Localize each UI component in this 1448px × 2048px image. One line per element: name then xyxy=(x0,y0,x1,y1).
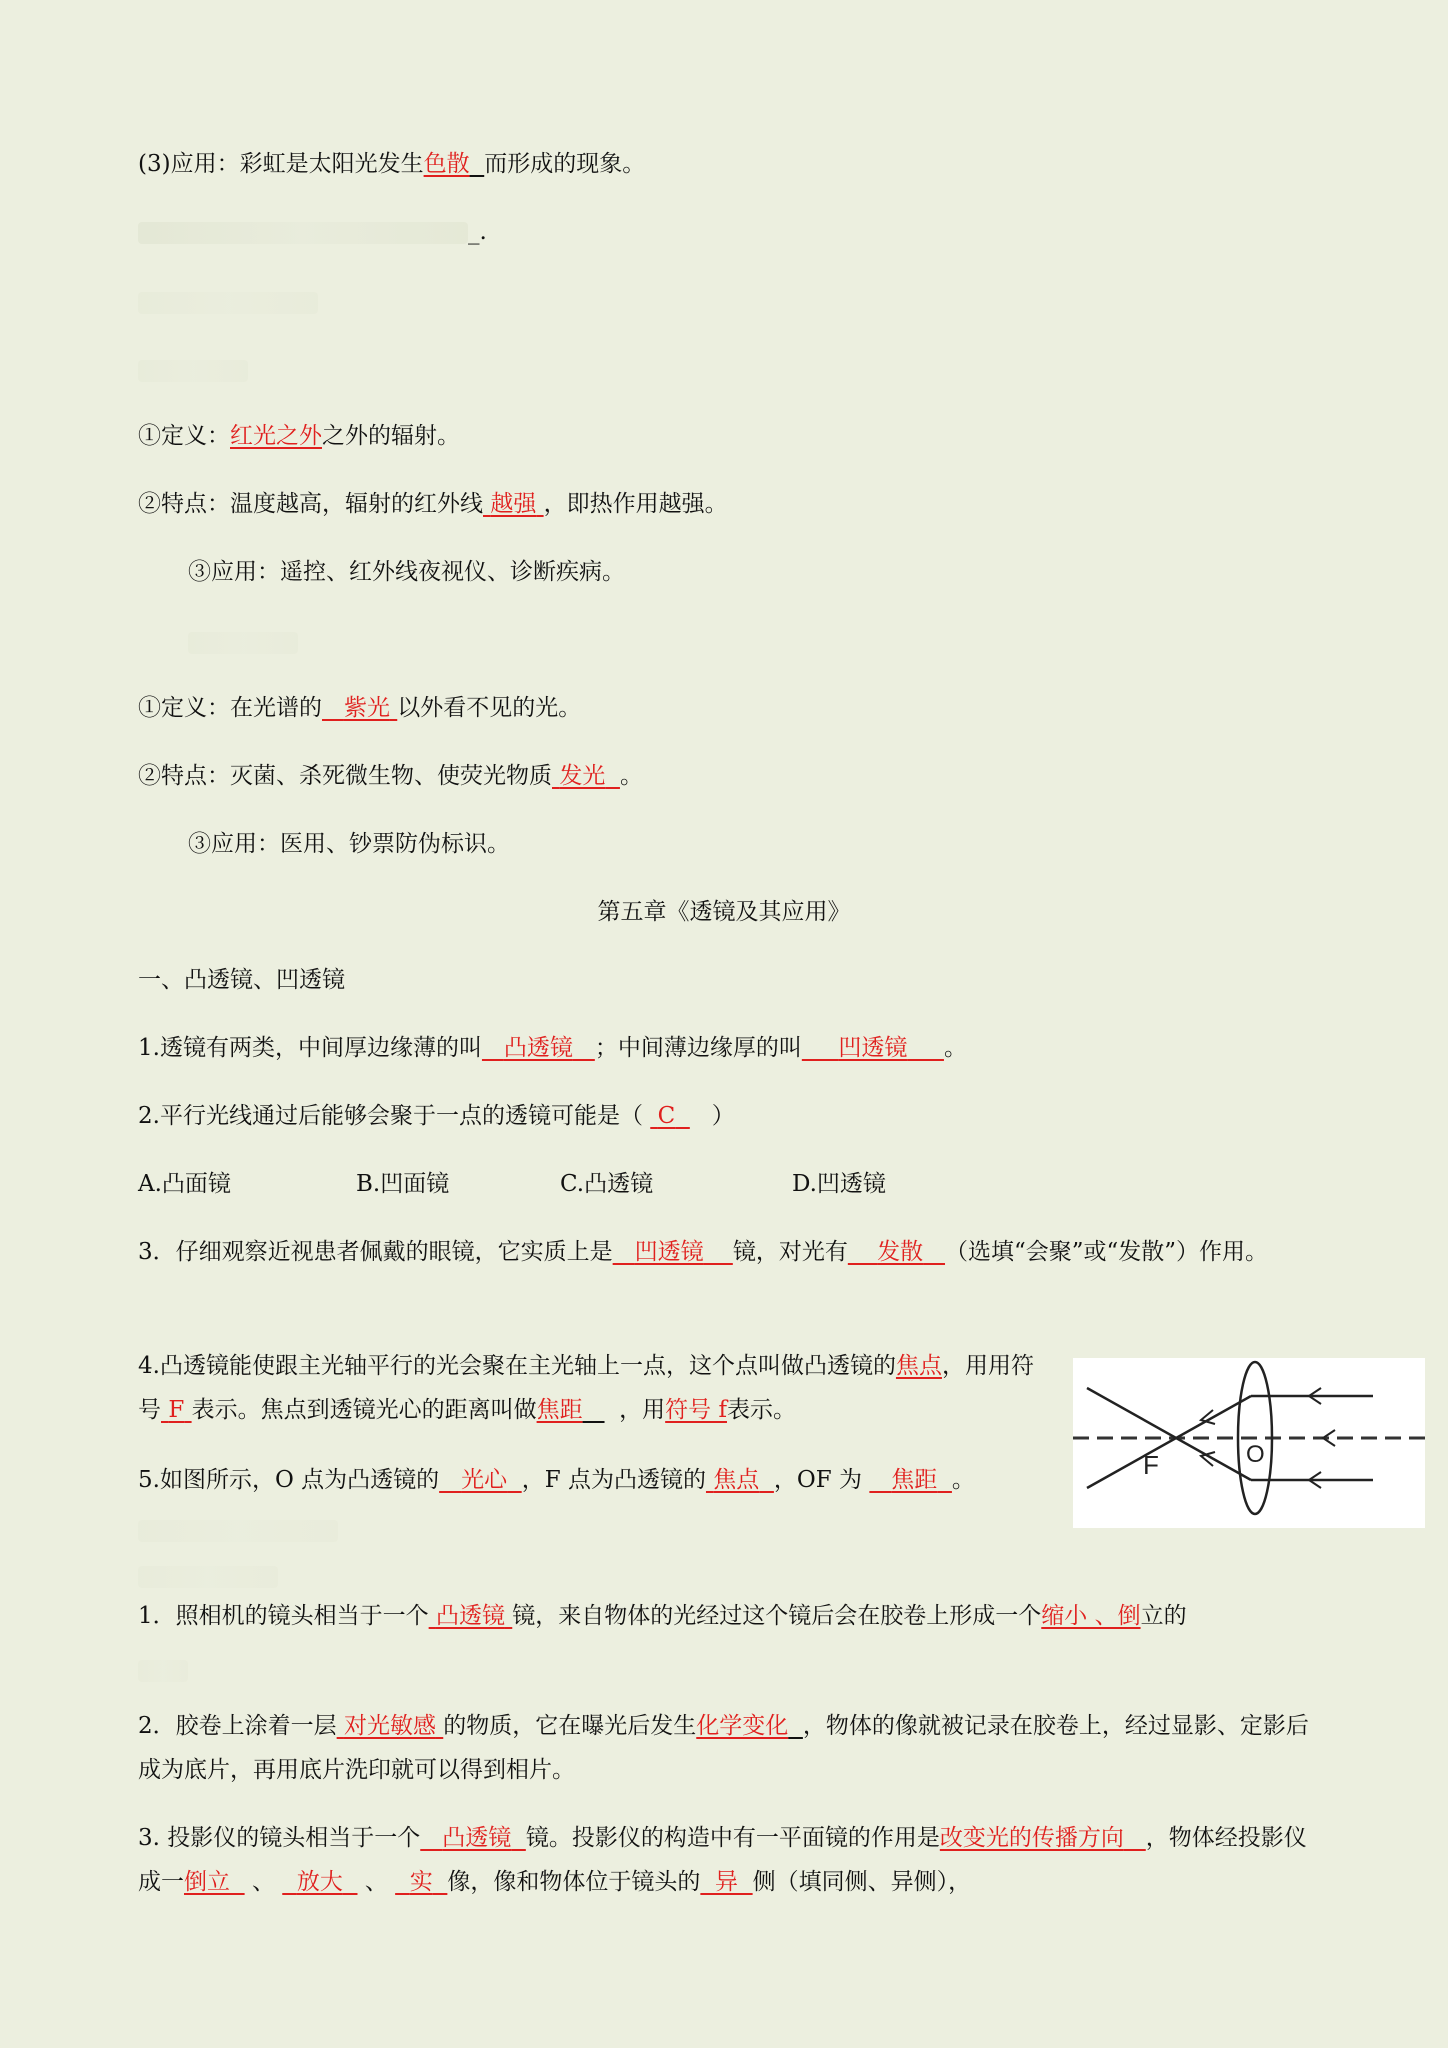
uv-application: ③应用：医用、钞票防伪标识。 xyxy=(188,831,510,857)
convex-lens-figure xyxy=(1073,1358,1425,1528)
faded-text xyxy=(138,1660,188,1682)
faded-text xyxy=(138,222,468,244)
question-2: 2.平行光线通过后能够会聚于一点的透镜可能是（ C ） xyxy=(138,1103,735,1129)
rainbow-line: (3)应用：彩虹是太阳光发生色散 而形成的现象。 xyxy=(138,151,646,177)
answer-dispersion: 色散 xyxy=(423,151,470,177)
ir-feature: ②特点：温度越高，辐射的红外线 越强 ，即热作用越强。 xyxy=(138,491,728,517)
faded-heading xyxy=(138,360,248,382)
option-a: A.凸面镜 xyxy=(138,1171,231,1197)
uv-definition: ①定义：在光谱的 紫光 以外看不见的光。 xyxy=(138,695,582,721)
camera-question-2: 2．胶卷上涂着一层 对光敏感 的物质，它在曝光后发生化学变化 ，物体的像就被记录在胶卷上，经过显影、定影后成为底片，再用底片洗印就可以得到相片。 xyxy=(138,1713,1309,1783)
question-3: 3．仔细观察近视患者佩戴的眼镜，它实质上是 凹透镜 镜，对光有 发散 （选填“会聚”或“发散”）作用。 xyxy=(138,1239,1269,1265)
optical-center-label: O xyxy=(1246,1441,1265,1468)
option-b: B.凹面镜 xyxy=(356,1171,450,1197)
chapter-title: 第五章《透镜及其应用》 xyxy=(597,899,851,925)
faded-heading xyxy=(188,632,298,654)
focus-label: F xyxy=(1143,1450,1159,1480)
faded-tail: _. xyxy=(468,219,487,245)
projector-question-3: 3. 投影仪的镜头相当于一个 凸透镜 镜。投影仪的构造中有一平面镜的作用是改变光的传播方向 ，物体经投影仪成一倒立 、 放大 、 实 像，像和物体位于镜头的 异 侧（填同侧、异侧）， xyxy=(138,1825,1307,1895)
convex-lens-diagram xyxy=(1073,1358,1425,1528)
refracted-ray-bottom xyxy=(1087,1388,1251,1480)
camera-question-1: 1．照相机的镜头相当于一个 凸透镜 镜，来自物体的光经过这个镜后会在胶卷上形成一个缩小 、倒立的 xyxy=(138,1603,1187,1629)
option-d: D.凹透镜 xyxy=(792,1171,886,1197)
uv-feature: ②特点：灭菌、杀死微生物、使荧光物质 发光 。 xyxy=(138,763,643,789)
faded-heading xyxy=(138,1520,338,1542)
refracted-ray-top xyxy=(1087,1396,1251,1488)
faded-heading xyxy=(138,292,318,314)
faded-heading xyxy=(138,1566,278,1588)
option-c: C.凸透镜 xyxy=(560,1171,654,1197)
ir-application: ③应用：遥控、红外线夜视仪、诊断疾病。 xyxy=(188,559,625,585)
section-heading: 一、凸透镜、凹透镜 xyxy=(138,967,345,993)
question-2-options xyxy=(138,1162,1318,1206)
question-1: 1.透镜有两类，中间厚边缘薄的叫 凸透镜 ；中间薄边缘厚的叫 凹透镜 。 xyxy=(138,1035,967,1061)
ir-definition: ①定义：红光之外之外的辐射。 xyxy=(138,423,460,449)
question-5: 5.如图所示，O 点为凸透镜的 光心 ，F 点为凸透镜的 焦点 ，OF 为 焦距 。 xyxy=(138,1467,975,1493)
question-4: 4.凸透镜能使跟主光轴平行的光会聚在主光轴上一点，这个点叫做凸透镜的焦点，用用符号 F 表示。焦点到透镜光心的距离叫做焦距 ，用符号 f表示。 xyxy=(138,1353,1034,1423)
